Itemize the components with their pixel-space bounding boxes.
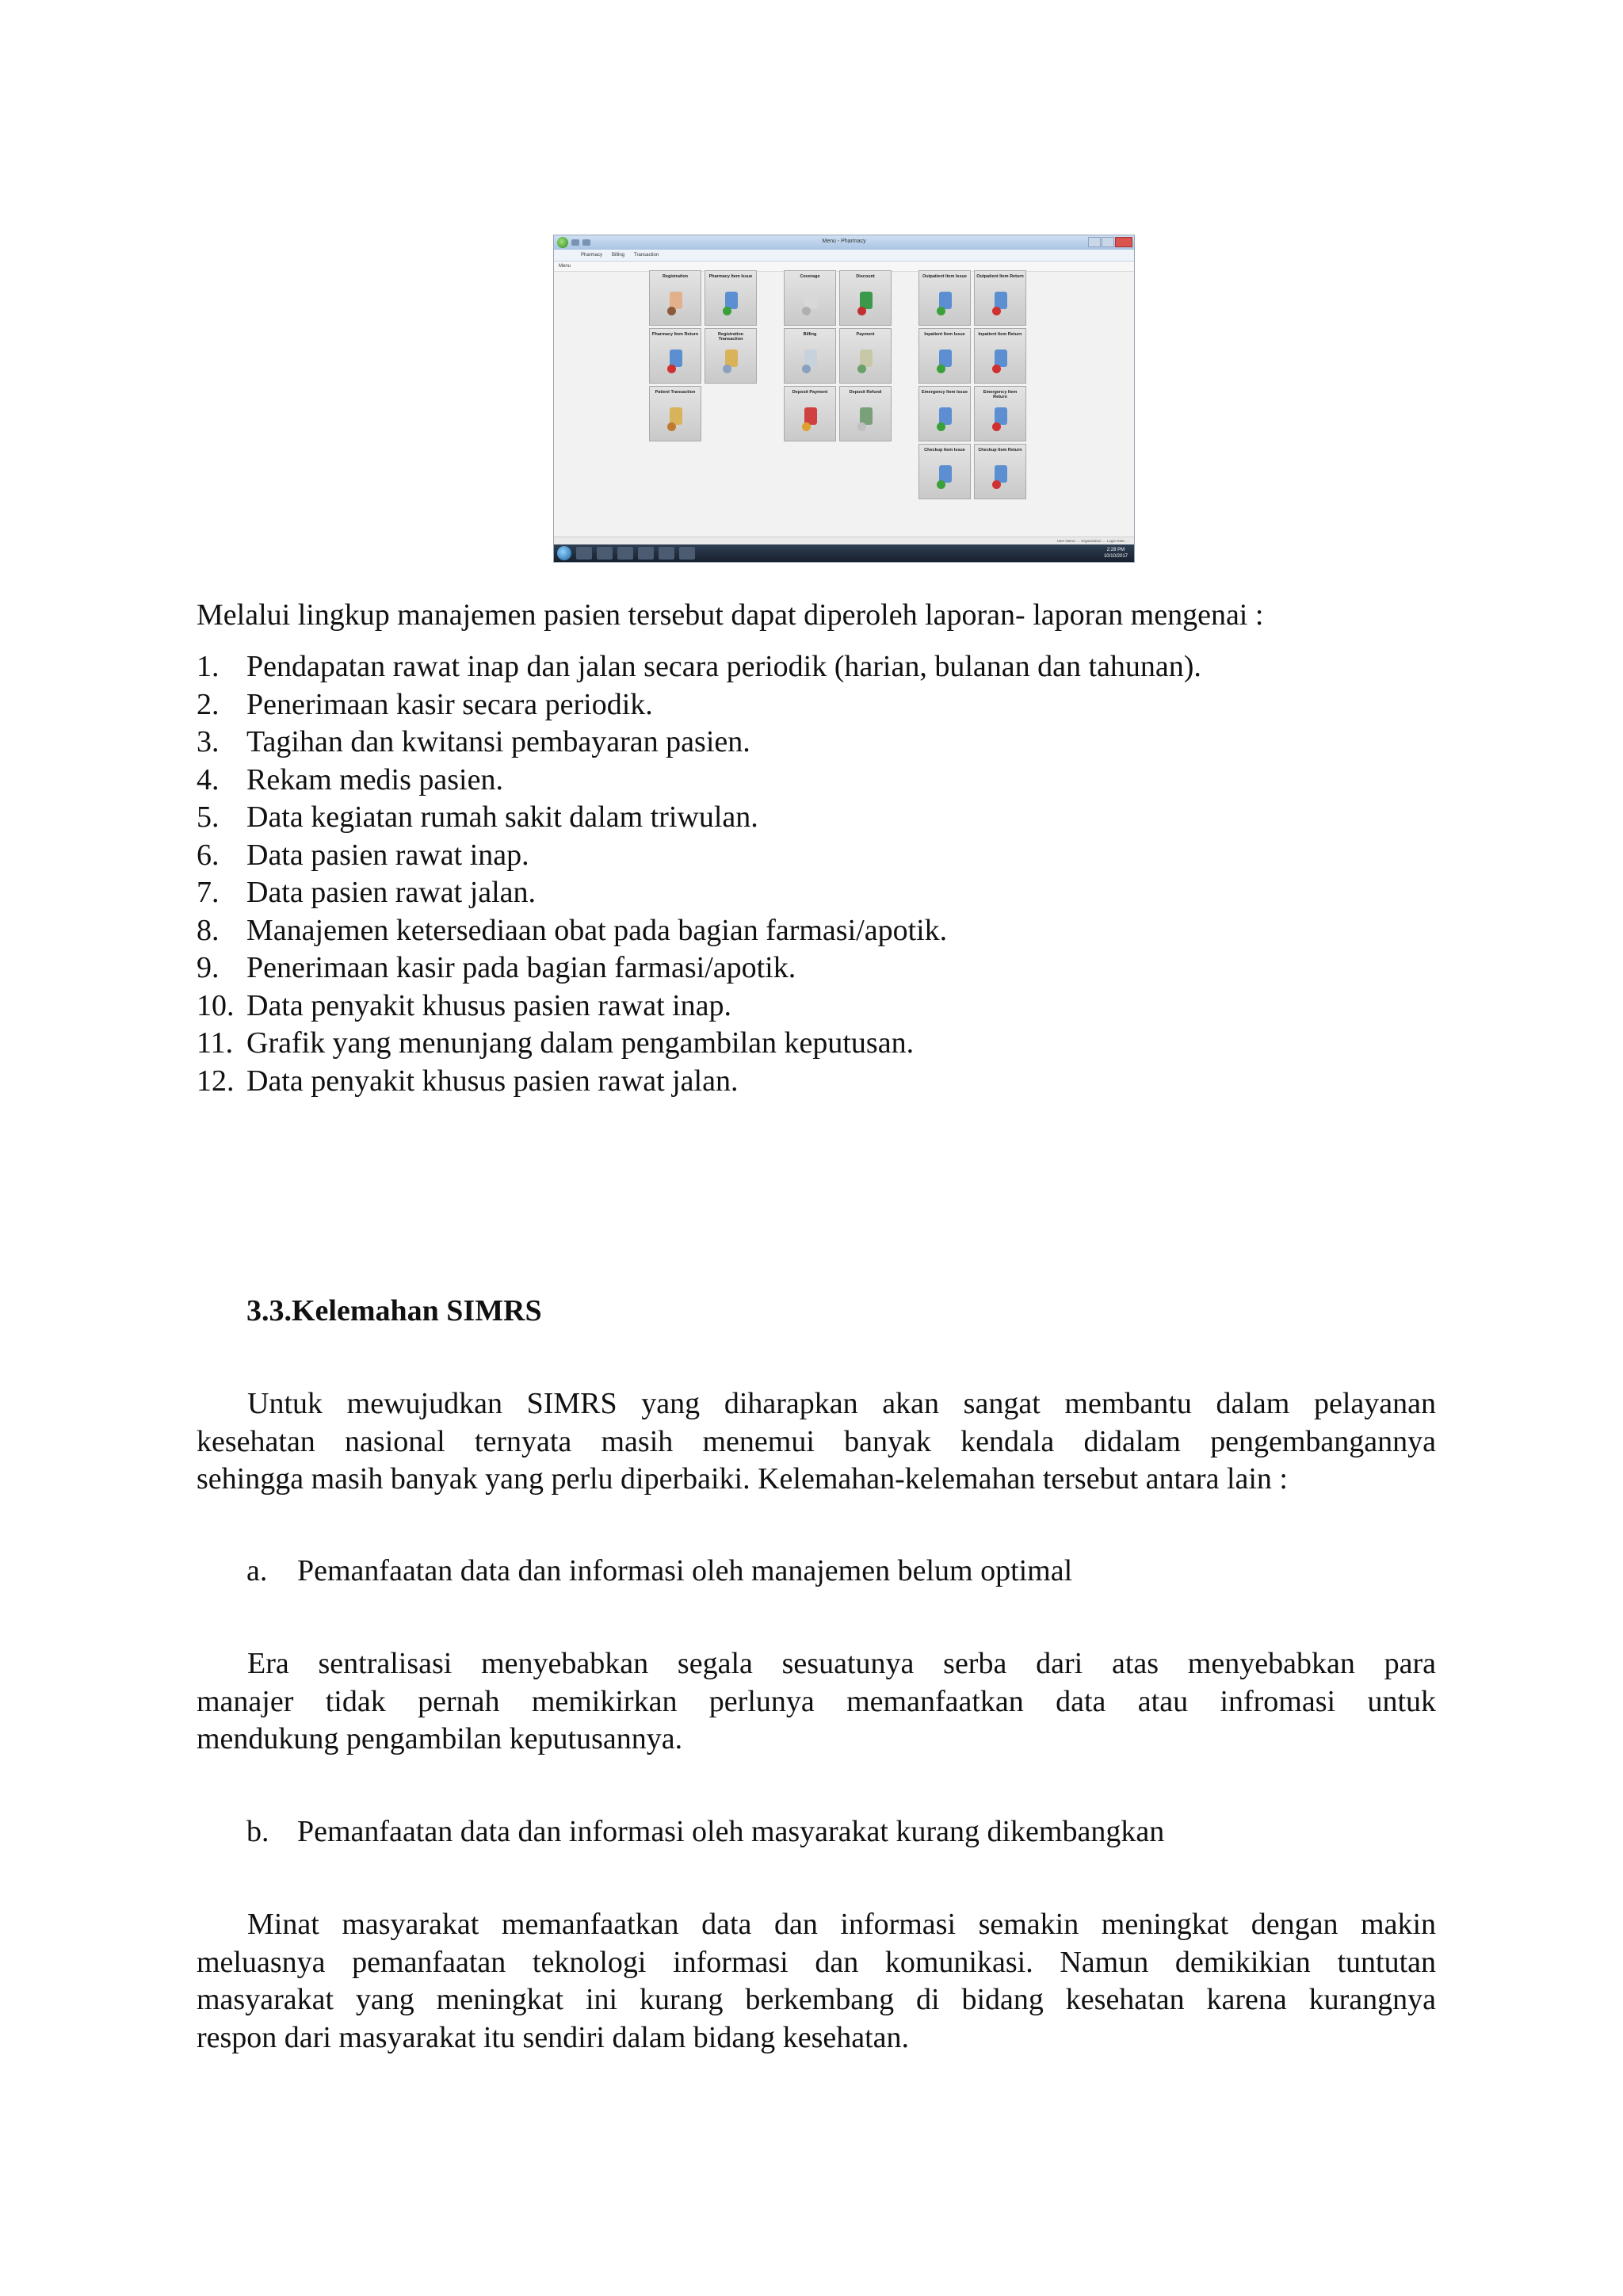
menu-tile-icon xyxy=(857,350,875,373)
menu-tile xyxy=(649,328,701,384)
menu-tile-icon xyxy=(937,407,954,431)
menu-tile xyxy=(649,386,701,441)
taskbar-app-icon xyxy=(679,547,695,560)
paragraph-line: respon dari masyarakat itu sendiri dalam bidang kesehatan. xyxy=(197,2020,910,2054)
menu-tile-label: Billing xyxy=(803,332,817,337)
paragraph-line: Minat masyarakat memanfaatkan data dan informasi semakin meningkat dengan makin xyxy=(247,1908,1436,1941)
paragraph-line: Untuk mewujudkan SIMRS yang diharapkan akan sangat membantu dalam pelayanan xyxy=(247,1387,1436,1420)
menu-tile xyxy=(705,328,757,384)
sub-point-text: Pemanfaatan data dan informasi oleh masyarakat kurang dikembangkan xyxy=(297,1815,1165,1848)
paragraph-line: mendukung pengambilan keputusannya. xyxy=(197,1722,683,1755)
intro-text: Melalui lingkup manajemen pasien tersebut dapat diperoleh laporan- laporan mengenai : xyxy=(197,598,1264,632)
menu-tile-icon xyxy=(667,350,685,373)
menu-tile-icon xyxy=(937,350,954,373)
menu-tile-label: Outpatient Item Return xyxy=(976,274,1024,279)
menu-tile xyxy=(974,386,1026,441)
sub-point-a xyxy=(246,1552,1072,1590)
report-text: Data pasien rawat jalan. xyxy=(246,876,537,909)
menu-bar xyxy=(554,250,1134,262)
report-number: 11. xyxy=(197,1026,234,1060)
status-bar: User Name: ... Organization: ... Login Date: ... xyxy=(554,537,1134,544)
menu-tile-icon xyxy=(992,292,1010,315)
report-text: Penerimaan kasir secara periodik. xyxy=(246,687,653,721)
close-icon xyxy=(1115,237,1132,247)
report-number: 3. xyxy=(197,725,220,758)
menu-tile-label: Coverage xyxy=(800,274,820,279)
menu-tile-label: Emergency Item Issue xyxy=(921,390,968,395)
menu-tile xyxy=(918,270,971,326)
menu-tile-label: Pharmacy Item Issue xyxy=(708,274,753,279)
report-text: Rekam medis pasien. xyxy=(246,762,503,797)
menu-tile-icon xyxy=(992,350,1010,373)
menu-tile-label: Payment xyxy=(856,332,875,337)
report-text: Data penyakit khusus pasien rawat inap. xyxy=(246,988,732,1022)
paragraph-line: meluasnya pemanfaatan teknologi informasi dan komunikasi. Namun demikikian tuntutan xyxy=(197,1945,1436,1979)
menu-tile-label: Outpatient Item Issue xyxy=(922,274,967,279)
paragraph-line: kesehatan nasional ternyata masih menemui banyak kendala didalam pengembangannya xyxy=(197,1424,1436,1458)
taskbar-app-icon xyxy=(638,547,654,560)
report-number: 2. xyxy=(197,687,220,721)
report-number: 12. xyxy=(197,1064,235,1098)
menu-tile-label: Checkup Item Return xyxy=(978,448,1022,453)
taskbar-app-icon xyxy=(659,547,674,560)
report-number: 1. xyxy=(197,650,220,683)
menu-item-billing: Billing xyxy=(612,253,625,258)
menu-tile-icon xyxy=(937,465,954,489)
menu-tile xyxy=(784,270,836,326)
menu-tile xyxy=(918,444,971,499)
menu-tile xyxy=(784,386,836,441)
report-text: Penerimaan kasir pada bagian farmasi/apotik. xyxy=(246,951,796,984)
menu-tile-icon xyxy=(802,292,819,315)
menu-tile-label: Deposit Refund xyxy=(849,390,882,395)
report-number: 4. xyxy=(197,762,220,797)
start-orb-icon xyxy=(557,546,571,560)
menu-tile xyxy=(974,270,1026,326)
menu-tile-icon xyxy=(857,292,875,315)
paragraph-line: masyarakat yang meningkat ini kurang berkembang di bidang kesehatan karena kurangnya xyxy=(197,1983,1436,2016)
report-number: 8. xyxy=(197,913,220,947)
window-title: Menu - Pharmacy xyxy=(822,239,866,244)
menu-tile-label: Discount xyxy=(856,274,875,279)
menu-tile xyxy=(839,386,892,441)
menu-tile xyxy=(705,270,757,326)
menu-item-pharmacy: Pharmacy xyxy=(581,253,603,258)
report-text: Pendapatan rawat inap dan jalan secara periodik (harian, bulanan dan tahunan). xyxy=(246,650,1201,683)
menu-tile-icon xyxy=(667,292,685,315)
section-heading: 3.3.Kelemahan SIMRS xyxy=(246,1294,542,1328)
taskbar-app-icon xyxy=(576,547,592,560)
clock-time: 2:28 PM xyxy=(1106,548,1125,552)
menu-tile-label: Patient Transaction xyxy=(655,390,696,395)
menu-tile-label: Registration xyxy=(662,274,689,279)
sub-point-text: Pemanfaatan data dan informasi oleh manajemen belum optimal xyxy=(297,1554,1073,1587)
report-text: Data pasien rawat inap. xyxy=(246,838,529,872)
menu-tile-icon xyxy=(802,350,819,373)
menu-tile xyxy=(649,270,701,326)
menu-tile xyxy=(918,386,971,441)
paragraph-2 xyxy=(197,1645,1436,1759)
maximize-icon xyxy=(1102,237,1114,247)
paragraph-line: sehingga masih banyak yang perlu diperbaiki. Kelemahan-kelemahan tersebut antara lain : xyxy=(197,1462,1288,1496)
report-number: 7. xyxy=(197,876,220,909)
report-text: Data penyakit khusus pasien rawat jalan. xyxy=(246,1064,739,1098)
menu-tile-label: Inpatient Item Return xyxy=(978,332,1022,337)
sub-point-label: a. xyxy=(246,1554,268,1587)
embedded-screenshot xyxy=(553,235,1135,563)
report-number: 5. xyxy=(197,800,220,834)
menu-tile-icon xyxy=(667,407,685,431)
window-controls xyxy=(1088,237,1132,247)
menu-tile-icon xyxy=(937,292,954,315)
sub-point-label: b. xyxy=(246,1815,269,1848)
paragraph-line: Era sentralisasi menyebabkan segala sesuatunya serba dari atas menyebabkan para xyxy=(247,1647,1436,1680)
menu-tile xyxy=(974,444,1026,499)
paragraph-line: manajer tidak pernah memikirkan perlunya memanfaatkan data atau infromasi untuk xyxy=(197,1684,1436,1718)
report-text: Tagihan dan kwitansi pembayaran pasien. xyxy=(246,725,750,758)
menu-tile xyxy=(839,270,892,326)
menu-tile-icon xyxy=(802,407,819,431)
sub-menu-bar: Menu xyxy=(554,262,1134,272)
menu-tile-icon xyxy=(992,407,1010,431)
menu-tile-icon xyxy=(723,292,740,315)
report-text: Data kegiatan rumah sakit dalam triwulan. xyxy=(246,800,758,834)
taskbar-clock xyxy=(1104,547,1128,560)
menu-tile-label: Pharmacy Item Return xyxy=(651,332,699,337)
menu-tile xyxy=(839,328,892,384)
menu-tile xyxy=(918,328,971,384)
menu-tile-label: Checkup Item Issue xyxy=(924,448,965,453)
menu-tile xyxy=(974,328,1026,384)
paragraph-1 xyxy=(197,1385,1436,1499)
report-text: Grafik yang menunjang dalam pengambilan keputusan. xyxy=(246,1026,915,1060)
menu-tile-icon xyxy=(723,350,740,373)
menu-tile-icon xyxy=(992,465,1010,489)
minimize-icon xyxy=(1088,237,1101,247)
taskbar-app-icon xyxy=(597,547,613,560)
menu-tile-label: Deposit Payment xyxy=(792,390,828,395)
report-number: 10. xyxy=(197,988,235,1022)
menu-tile-label: Emergency Item Return xyxy=(983,390,1018,399)
window-titlebar xyxy=(554,235,1134,250)
menu-tile xyxy=(784,328,836,384)
taskbar-app-icon xyxy=(617,547,633,560)
menu-tile-label: Registration Transaction xyxy=(717,332,744,342)
report-text: Manajemen ketersediaan obat pada bagian farmasi/apotik. xyxy=(246,913,948,947)
menu-item-transaction: Transaction xyxy=(634,253,659,258)
paragraph-3 xyxy=(197,1906,1436,2057)
menu-tile-icon xyxy=(857,407,875,431)
menu-tile-label: Inpatient Item Issue xyxy=(924,332,965,337)
clock-date: 10/10/2017 xyxy=(1103,554,1128,559)
report-number: 6. xyxy=(197,838,220,872)
sub-point-b xyxy=(246,1813,1164,1851)
taskbar xyxy=(554,544,1134,562)
report-number: 9. xyxy=(197,951,220,984)
